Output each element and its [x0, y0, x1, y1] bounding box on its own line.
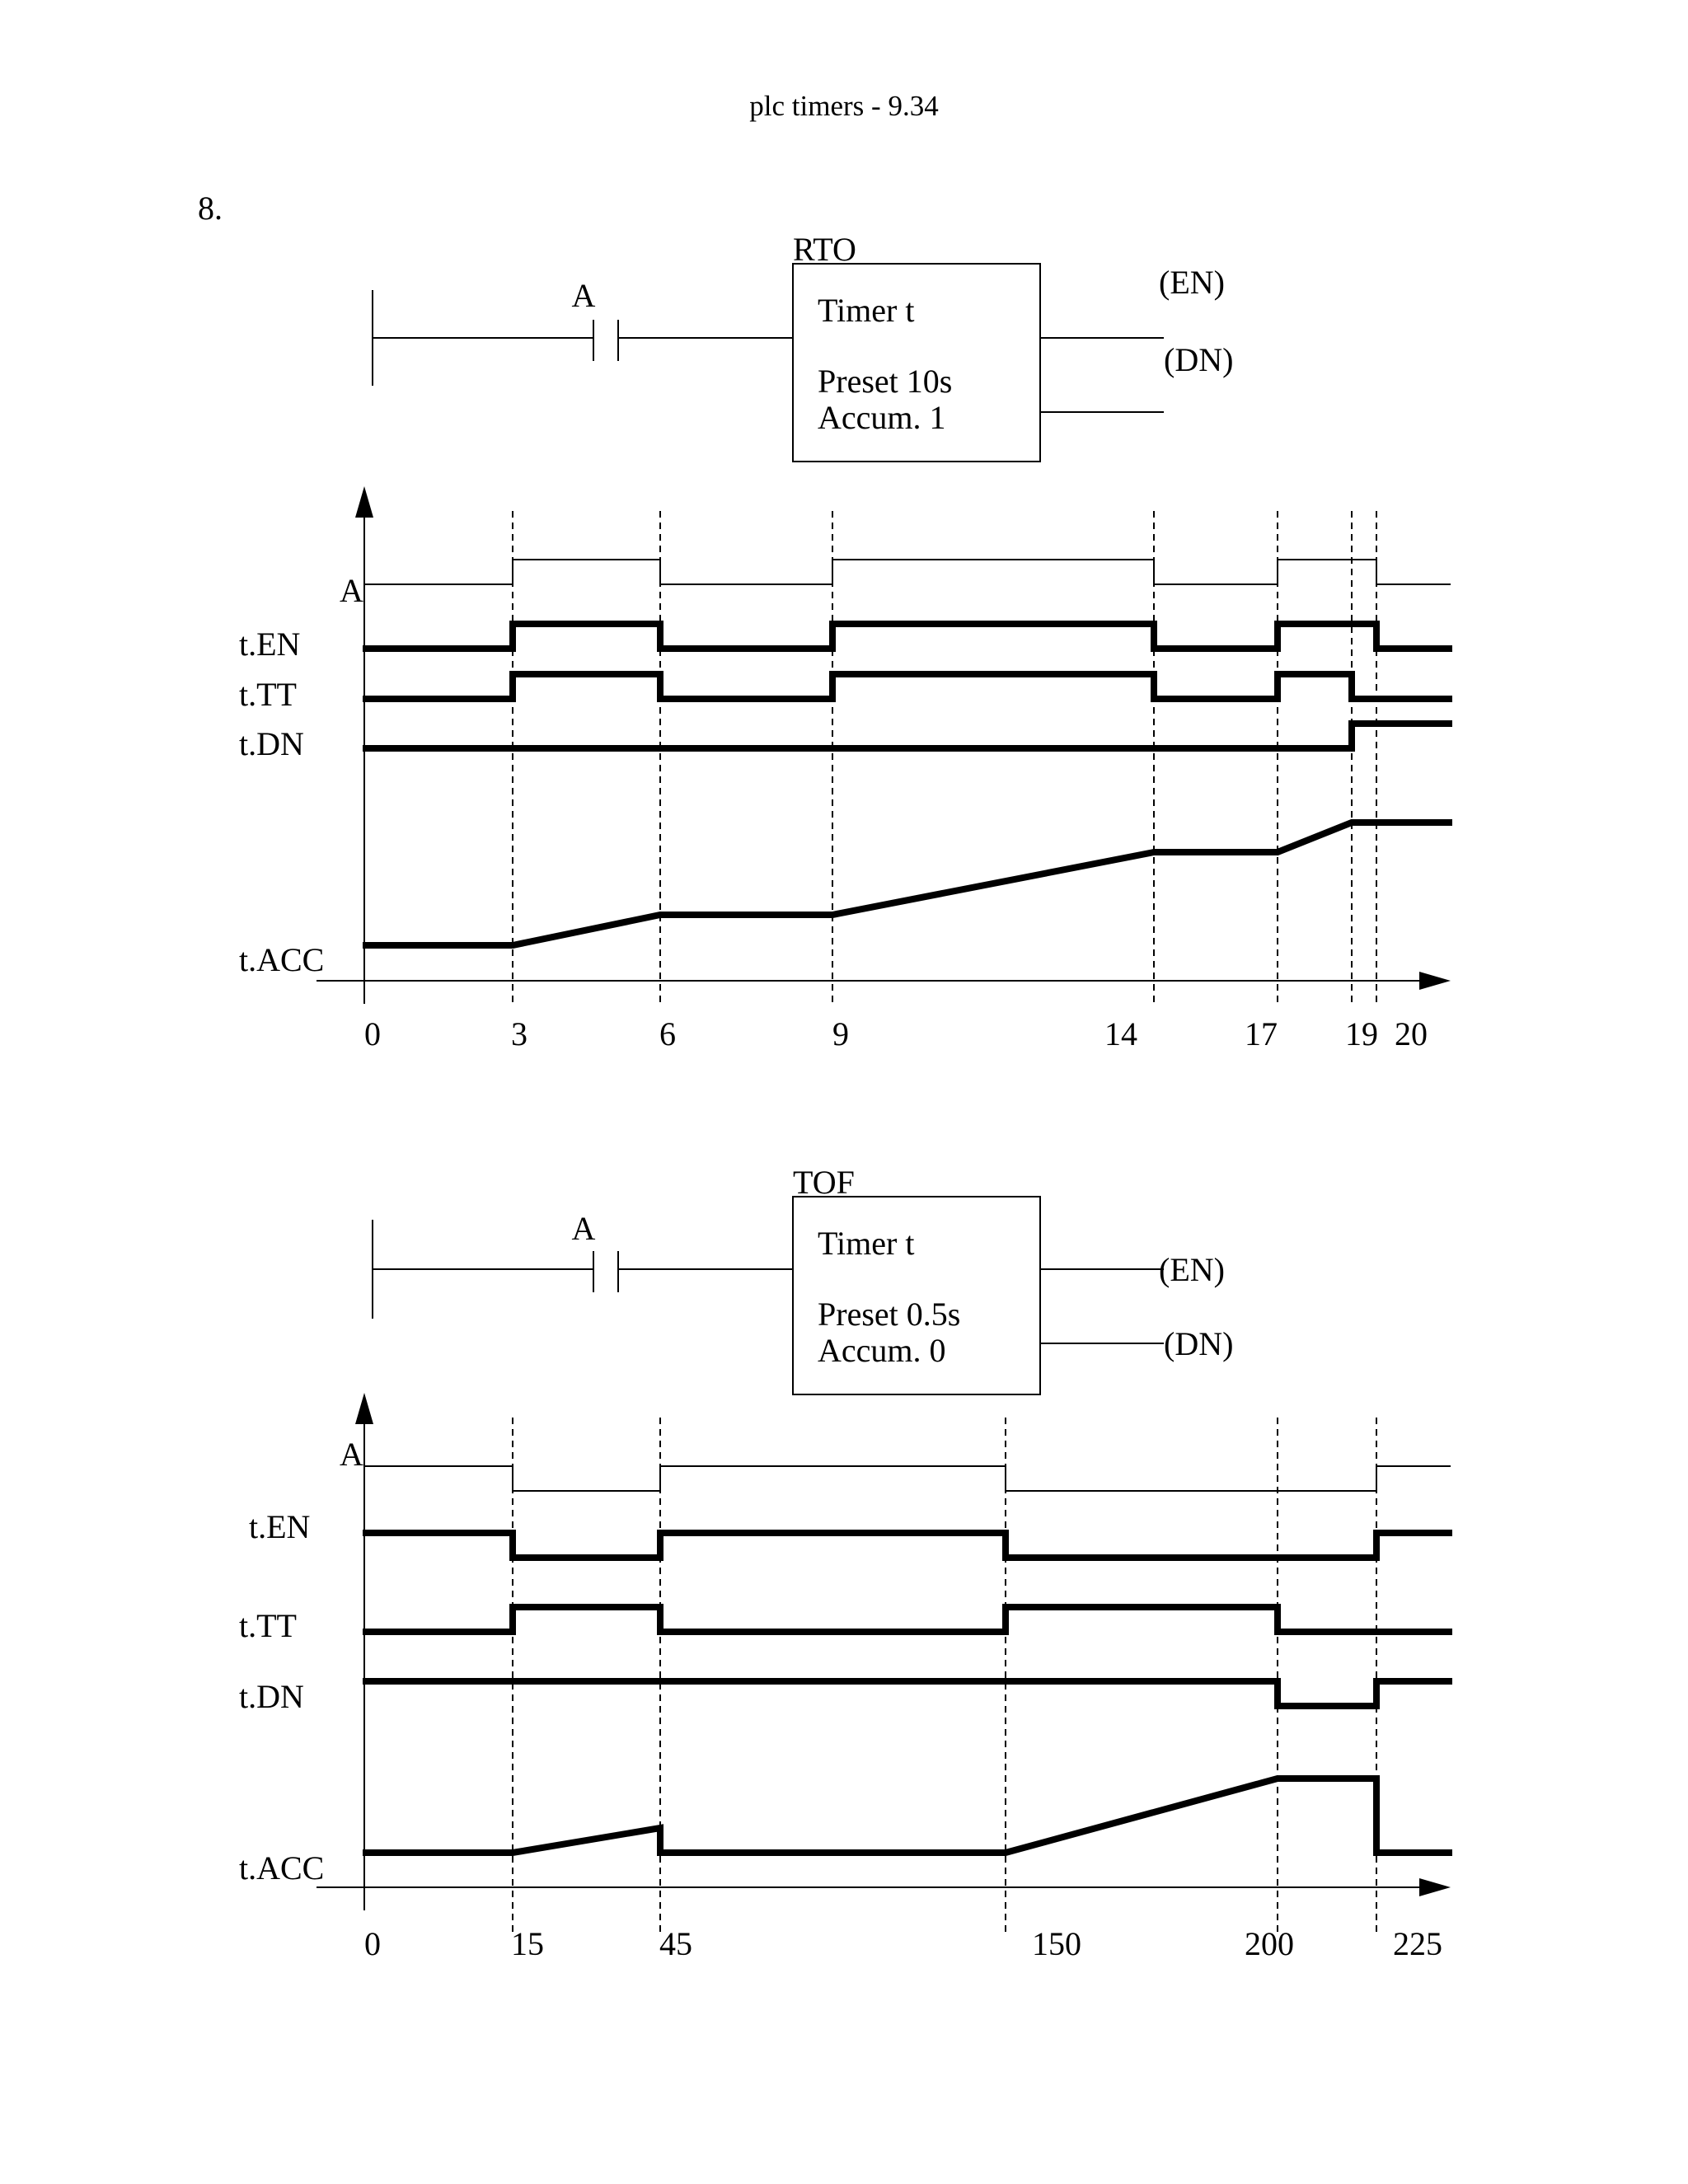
tof-tick-label: 225: [1393, 1925, 1442, 1962]
rto-timer-name: Timer t: [818, 292, 915, 329]
rto-preset: Preset 10s: [818, 363, 953, 400]
tof-label-tt: t.TT: [239, 1607, 297, 1644]
rto-timing-diagram: [239, 486, 1452, 1052]
rto-tick-label: 20: [1395, 1015, 1428, 1052]
rto-ladder-rung: [373, 231, 1233, 462]
tof-accum: Accum. 0: [818, 1332, 946, 1369]
problem-number: 8.: [198, 190, 223, 227]
tof-signal-dn-trace: [363, 1681, 1452, 1706]
rto-tick-labels: [364, 1015, 1428, 1052]
tof-tick-label: 15: [511, 1925, 544, 1962]
rto-x-axis-arrow: [1419, 972, 1451, 990]
rto-tick-label: 9: [832, 1015, 849, 1052]
rto-tick-label: 19: [1345, 1015, 1378, 1052]
rto-tick-label: 17: [1245, 1015, 1278, 1052]
rto-label-tt: t.TT: [239, 676, 297, 713]
rto-block-type: RTO: [793, 231, 856, 268]
rto-signal-en-trace: [363, 624, 1452, 649]
rto-signal-tt-trace: [363, 674, 1452, 699]
rto-label-dn: t.DN: [239, 725, 304, 762]
tof-tick-label: 200: [1245, 1925, 1294, 1962]
rto-en-coil: (EN): [1159, 264, 1225, 301]
tof-signal-acc-trace: [363, 1779, 1452, 1853]
tof-x-axis-arrow: [1419, 1878, 1451, 1896]
tof-timing-diagram: [239, 1393, 1452, 1962]
tof-signal-en-trace: [363, 1533, 1452, 1558]
tof-tick-label: 0: [364, 1925, 381, 1962]
rto-signal-a-trace: [364, 560, 1451, 584]
tof-tick-label: 150: [1032, 1925, 1081, 1962]
tof-signal-tt-trace: [363, 1607, 1452, 1632]
rto-tick-label: 3: [511, 1015, 528, 1052]
rto-signal-acc-trace: [363, 823, 1452, 945]
tof-label-a: A: [340, 1436, 363, 1473]
tof-preset: Preset 0.5s: [818, 1296, 961, 1333]
rto-signal-dn-trace: [363, 724, 1452, 748]
tof-timer-name: Timer t: [818, 1225, 915, 1262]
rto-label-a: A: [340, 572, 363, 609]
rto-contact-label: A: [571, 277, 596, 314]
tof-en-coil: (EN): [1159, 1251, 1225, 1288]
tof-label-en: t.EN: [249, 1508, 311, 1545]
tof-ladder-rung: [373, 1164, 1233, 1394]
tof-tick-labels: [364, 1925, 1442, 1962]
rto-label-acc: t.ACC: [239, 941, 325, 978]
tof-label-dn: t.DN: [239, 1678, 304, 1715]
page-header: plc timers - 9.34: [749, 90, 939, 122]
tof-tick-label: 45: [659, 1925, 692, 1962]
rto-y-axis-arrow: [355, 486, 373, 518]
tof-contact-label: A: [571, 1210, 596, 1247]
tof-event-lines: [513, 1418, 1376, 1937]
tof-label-acc: t.ACC: [239, 1849, 325, 1886]
rto-accum: Accum. 1: [818, 399, 946, 436]
tof-block-type: TOF: [793, 1164, 855, 1201]
rto-label-en: t.EN: [239, 626, 301, 663]
tof-dn-coil: (DN): [1164, 1325, 1234, 1362]
rto-tick-label: 0: [364, 1015, 381, 1052]
rto-tick-label: 14: [1104, 1015, 1137, 1052]
rto-dn-coil: (DN): [1164, 341, 1234, 378]
rto-tick-label: 6: [659, 1015, 676, 1052]
tof-y-axis-arrow: [355, 1393, 373, 1424]
tof-signal-a-trace: [364, 1466, 1451, 1491]
